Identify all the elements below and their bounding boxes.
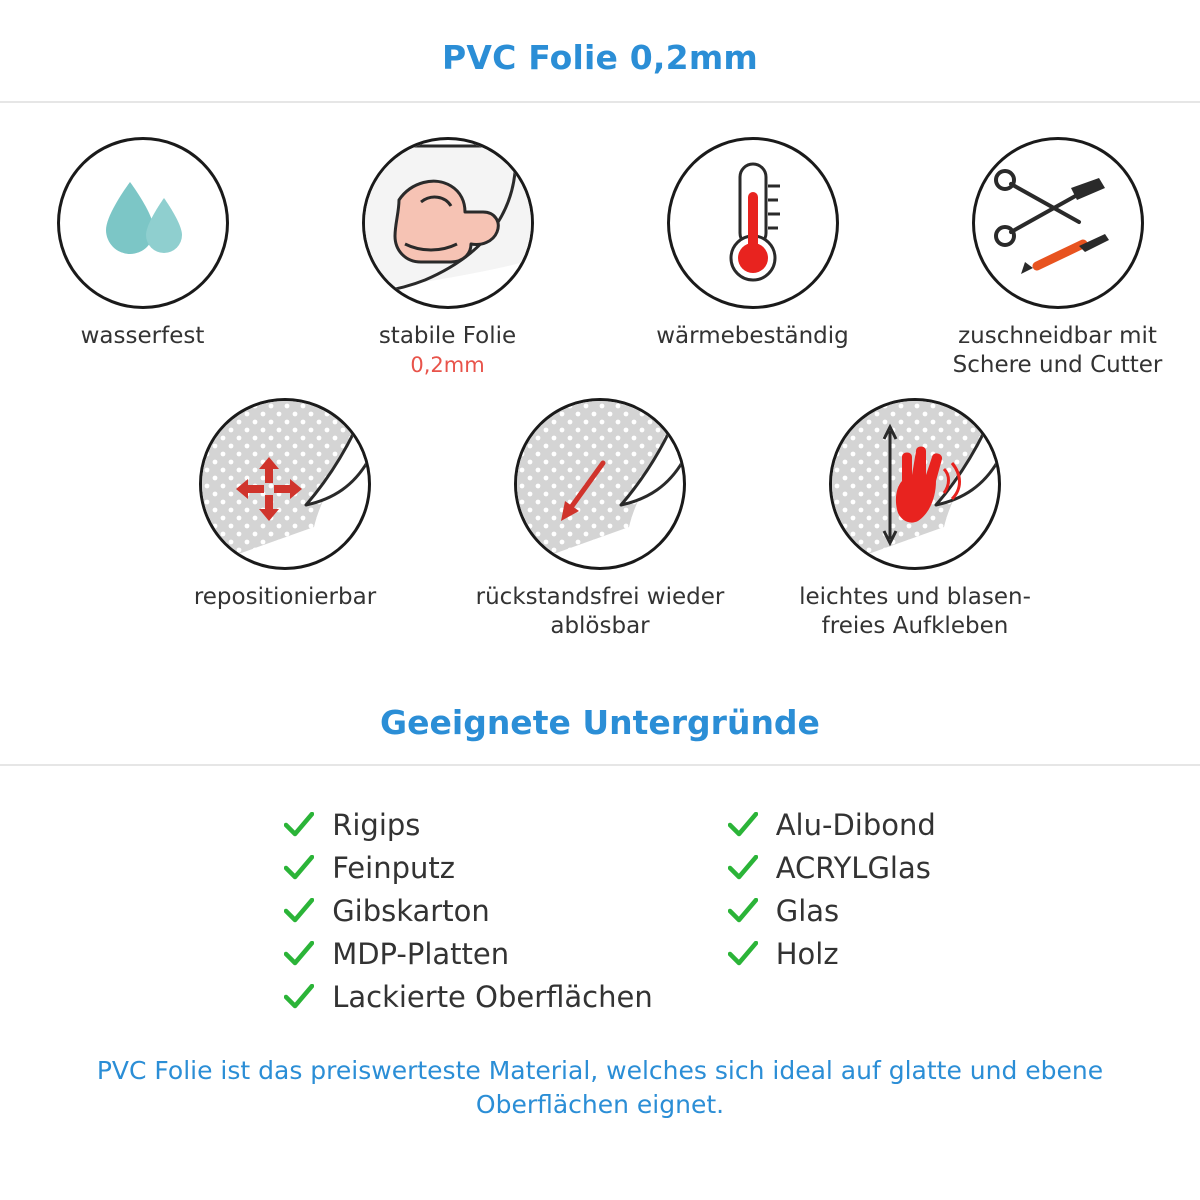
list-item	[728, 937, 936, 971]
features-section	[0, 137, 1200, 641]
feature-sublabel: 0,2mm	[410, 352, 485, 377]
thermometer-icon	[670, 140, 836, 306]
feature-label: stabile Folie	[378, 323, 517, 349]
feature-zuschneidbar	[933, 137, 1183, 380]
list-item	[728, 851, 936, 885]
feature-label: rückstandsfrei wieder ablösbar	[475, 583, 725, 639]
feature-label: leichtes und blasen- freies Aufkleben	[799, 583, 1031, 639]
feature-rueckstandsfrei	[475, 398, 725, 641]
list-item-label: Alu-Dibond	[775, 807, 936, 842]
peel-off-icon	[517, 401, 683, 567]
list-item-label: Gibskarton	[332, 893, 490, 928]
strong-arm-icon	[365, 140, 531, 306]
list-item	[284, 937, 653, 971]
feature-label: wasserfest	[80, 323, 205, 349]
list-item	[284, 808, 653, 842]
check-mark-icon	[728, 941, 758, 967]
surfaces-column-left	[284, 808, 653, 1014]
check-mark-icon	[284, 898, 314, 924]
list-item	[284, 851, 653, 885]
feature-waermebestaendig	[628, 137, 878, 351]
check-mark-icon	[284, 855, 314, 881]
list-item	[284, 894, 653, 928]
list-item-label: MDP-Platten	[332, 936, 510, 971]
list-item	[728, 894, 936, 928]
list-item-label: Rigips	[332, 807, 421, 842]
check-mark-icon	[728, 855, 758, 881]
reposition-arrows-icon	[202, 401, 368, 567]
features-row-2	[0, 398, 1200, 641]
feature-icon-circle	[667, 137, 839, 309]
footer-note: PVC Folie ist das preiswerteste Material, welches sich ideal auf glatte und ebene Oberflächen eignet.	[96, 1055, 1104, 1120]
feature-icon-circle	[514, 398, 686, 570]
cutter-knife	[1021, 234, 1109, 274]
list-item-label: Feinputz	[332, 850, 455, 885]
surfaces-column-right	[728, 808, 936, 1014]
page-title: PVC Folie 0,2mm	[441, 38, 759, 77]
check-mark-icon	[728, 898, 758, 924]
features-row-1	[0, 137, 1200, 380]
water-drops-icon	[60, 140, 226, 306]
feature-stabile-folie	[323, 137, 573, 377]
list-item-label: ACRYLGlas	[775, 850, 931, 885]
hand-smoothing-icon	[832, 401, 998, 567]
list-item	[284, 980, 653, 1014]
section-title-surfaces: Geeignete Untergründe	[380, 702, 820, 742]
feature-icon-circle	[829, 398, 1001, 570]
divider-bottom	[0, 764, 1200, 766]
check-mark-icon	[728, 812, 758, 838]
list-item-label: Glas	[775, 893, 840, 928]
check-mark-icon	[284, 941, 314, 967]
divider-top	[0, 101, 1200, 103]
feature-wasserfest	[18, 137, 268, 351]
scissors-cutter-icon	[975, 140, 1141, 306]
list-item-label: Holz	[775, 936, 839, 971]
feature-repositionierbar	[160, 398, 410, 612]
feature-icon-circle	[199, 398, 371, 570]
surfaces-list	[0, 808, 1200, 1014]
check-mark-icon	[284, 984, 314, 1010]
feature-icon-circle	[362, 137, 534, 309]
feature-label: wärmebeständig	[656, 323, 849, 349]
feature-icon-circle	[57, 137, 229, 309]
feature-label: zuschneidbar mit Schere und Cutter	[952, 323, 1163, 378]
check-mark-icon	[284, 812, 314, 838]
feature-blasenfrei	[790, 398, 1040, 641]
feature-label: repositionierbar	[193, 583, 377, 610]
list-item	[728, 808, 936, 842]
list-item-label: Lackierte Oberflächen	[332, 979, 653, 1014]
feature-icon-circle	[972, 137, 1144, 309]
